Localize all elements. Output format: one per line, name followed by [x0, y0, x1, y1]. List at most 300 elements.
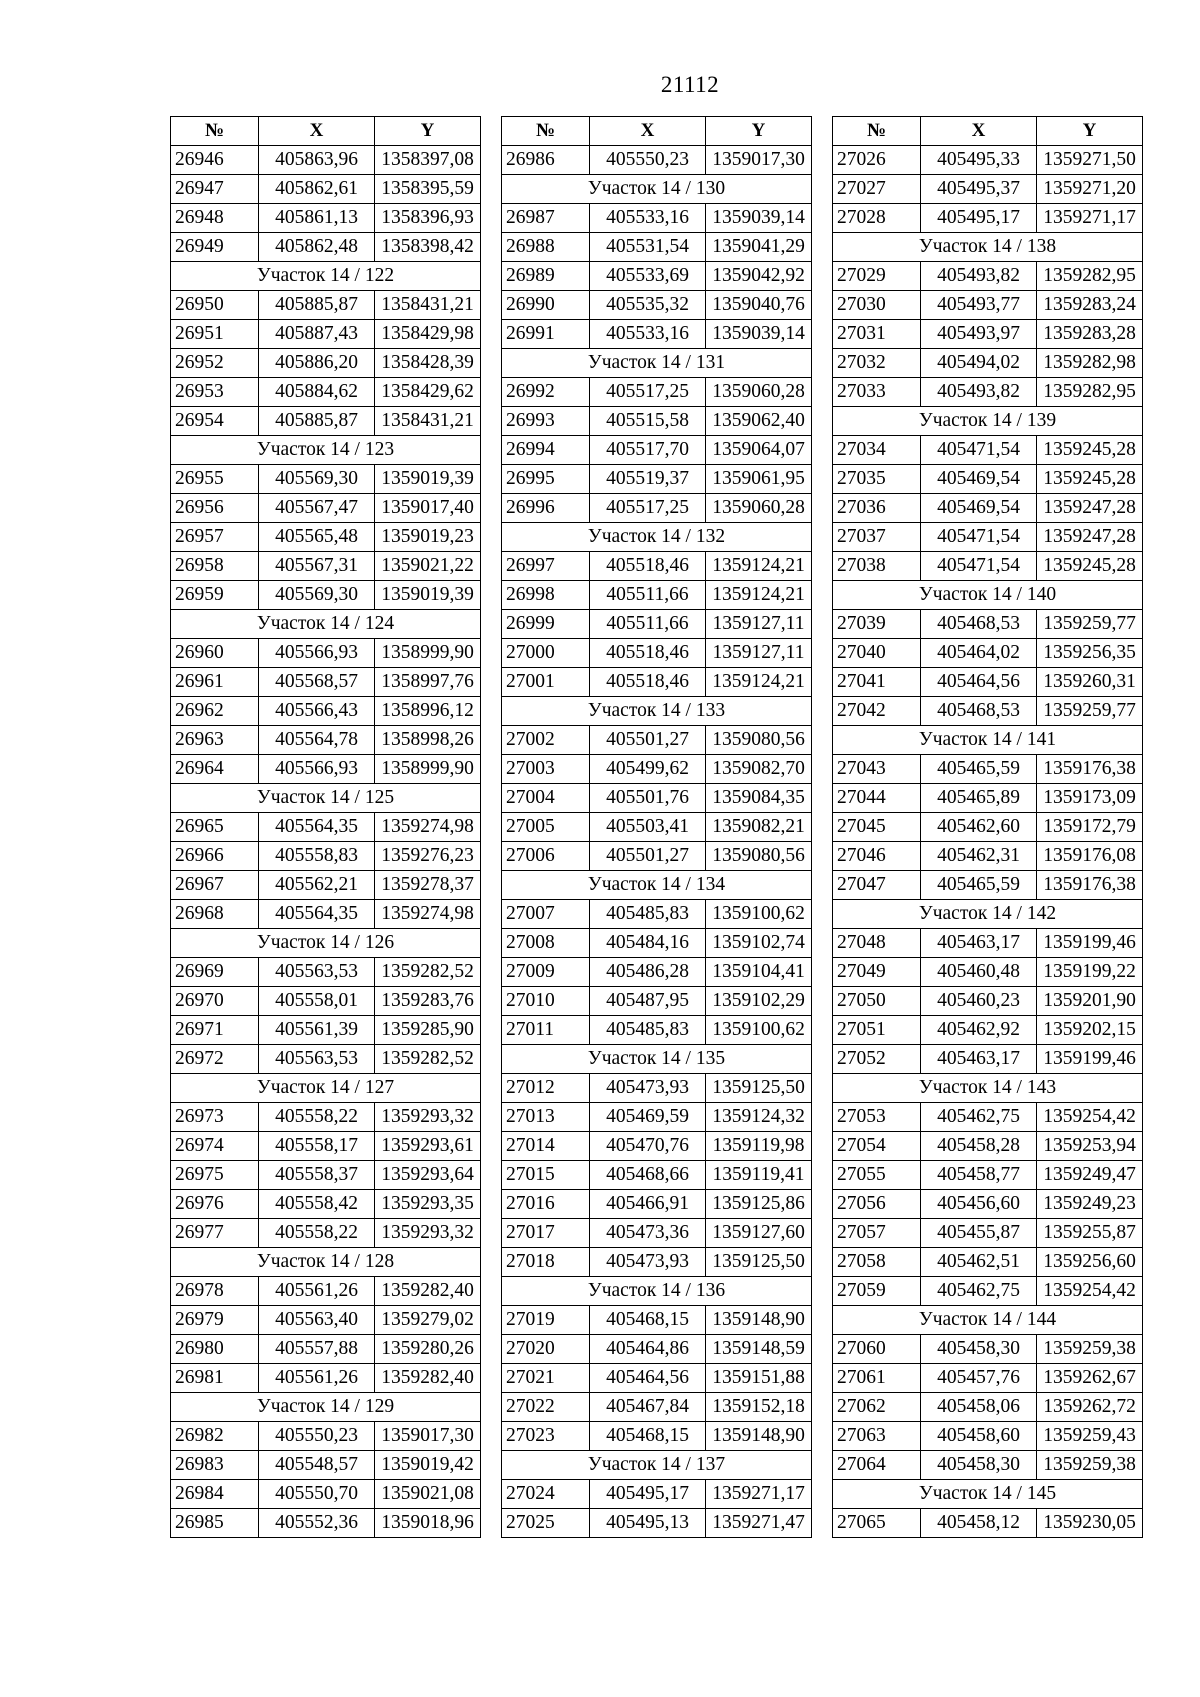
- point-number: 27029: [833, 262, 921, 291]
- point-row: [502, 407, 812, 436]
- y-value: 1359259,77: [1037, 697, 1143, 726]
- section-title: Участок 14 / 142: [833, 900, 1143, 929]
- point-number: 27030: [833, 291, 921, 320]
- y-value: 1359124,21: [706, 552, 812, 581]
- y-value: 1359021,08: [375, 1480, 481, 1509]
- point-number: 26994: [502, 436, 590, 465]
- y-value: 1359127,11: [706, 610, 812, 639]
- section-row: [502, 523, 812, 552]
- point-number: 27008: [502, 929, 590, 958]
- point-number: 27049: [833, 958, 921, 987]
- y-value: 1359119,98: [706, 1132, 812, 1161]
- point-row: [171, 378, 481, 407]
- point-row: [171, 1277, 481, 1306]
- header-number: №: [502, 117, 590, 146]
- y-value: 1359293,32: [375, 1103, 481, 1132]
- x-value: 405466,91: [590, 1190, 706, 1219]
- y-value: 1358398,42: [375, 233, 481, 262]
- section-row: [833, 1480, 1143, 1509]
- point-number: 26983: [171, 1451, 259, 1480]
- x-value: 405462,75: [921, 1277, 1037, 1306]
- y-value: 1359176,08: [1037, 842, 1143, 871]
- point-number: 27004: [502, 784, 590, 813]
- y-value: 1359249,47: [1037, 1161, 1143, 1190]
- header-x: X: [590, 117, 706, 146]
- header-y: Y: [1037, 117, 1143, 146]
- header-x: X: [259, 117, 375, 146]
- y-value: 1359282,95: [1037, 262, 1143, 291]
- x-value: 405471,54: [921, 552, 1037, 581]
- point-row: [502, 146, 812, 175]
- y-value: 1359282,40: [375, 1364, 481, 1393]
- point-number: 27053: [833, 1103, 921, 1132]
- point-row: [833, 378, 1143, 407]
- x-value: 405484,16: [590, 929, 706, 958]
- point-number: 26981: [171, 1364, 259, 1393]
- y-value: 1359262,67: [1037, 1364, 1143, 1393]
- point-number: 27019: [502, 1306, 590, 1335]
- y-value: 1358428,39: [375, 349, 481, 378]
- section-title: Участок 14 / 145: [833, 1480, 1143, 1509]
- y-value: 1359201,90: [1037, 987, 1143, 1016]
- y-value: 1359274,98: [375, 813, 481, 842]
- point-row: [171, 1219, 481, 1248]
- section-row: [171, 784, 481, 813]
- section-row: [171, 1393, 481, 1422]
- point-row: [502, 1480, 812, 1509]
- y-value: 1359119,41: [706, 1161, 812, 1190]
- header-y: Y: [706, 117, 812, 146]
- point-number: 27043: [833, 755, 921, 784]
- section-row: [171, 610, 481, 639]
- point-row: [833, 1335, 1143, 1364]
- point-number: 27006: [502, 842, 590, 871]
- point-row: [833, 523, 1143, 552]
- y-value: 1359282,52: [375, 958, 481, 987]
- x-value: 405485,83: [590, 900, 706, 929]
- point-row: [833, 929, 1143, 958]
- point-row: [502, 1074, 812, 1103]
- header-row: [502, 117, 812, 146]
- section-title: Участок 14 / 126: [171, 929, 481, 958]
- y-value: 1359019,39: [375, 465, 481, 494]
- x-value: 405458,12: [921, 1509, 1037, 1538]
- point-row: [833, 1277, 1143, 1306]
- coordinate-table-1: [170, 116, 481, 1538]
- point-row: [502, 465, 812, 494]
- point-number: 27033: [833, 378, 921, 407]
- point-row: [833, 146, 1143, 175]
- point-number: 27054: [833, 1132, 921, 1161]
- point-row: [833, 204, 1143, 233]
- point-row: [171, 407, 481, 436]
- x-value: 405464,56: [921, 668, 1037, 697]
- point-number: 26955: [171, 465, 259, 494]
- coordinate-table-2: [501, 116, 812, 1538]
- x-value: 405569,30: [259, 581, 375, 610]
- section-title: Участок 14 / 131: [502, 349, 812, 378]
- x-value: 405563,53: [259, 1045, 375, 1074]
- y-value: 1358395,59: [375, 175, 481, 204]
- y-value: 1359039,14: [706, 320, 812, 349]
- point-row: [502, 320, 812, 349]
- point-row: [171, 726, 481, 755]
- x-value: 405566,93: [259, 639, 375, 668]
- section-row: [171, 262, 481, 291]
- point-row: [502, 1364, 812, 1393]
- x-value: 405558,22: [259, 1103, 375, 1132]
- point-row: [502, 552, 812, 581]
- header-row: [171, 117, 481, 146]
- point-number: 27015: [502, 1161, 590, 1190]
- point-row: [833, 1161, 1143, 1190]
- y-value: 1359199,46: [1037, 929, 1143, 958]
- x-value: 405468,15: [590, 1422, 706, 1451]
- y-value: 1358999,90: [375, 639, 481, 668]
- x-value: 405467,84: [590, 1393, 706, 1422]
- y-value: 1359230,05: [1037, 1509, 1143, 1538]
- point-number: 26999: [502, 610, 590, 639]
- x-value: 405493,82: [921, 378, 1037, 407]
- point-number: 27025: [502, 1509, 590, 1538]
- y-value: 1359283,24: [1037, 291, 1143, 320]
- point-row: [171, 1364, 481, 1393]
- point-row: [833, 349, 1143, 378]
- point-row: [171, 813, 481, 842]
- point-number: 26946: [171, 146, 259, 175]
- x-value: 405462,31: [921, 842, 1037, 871]
- point-number: 27046: [833, 842, 921, 871]
- point-number: 27007: [502, 900, 590, 929]
- x-value: 405464,02: [921, 639, 1037, 668]
- point-row: [833, 1248, 1143, 1277]
- point-row: [502, 958, 812, 987]
- point-number: 27050: [833, 987, 921, 1016]
- section-title: Участок 14 / 125: [171, 784, 481, 813]
- y-value: 1359259,38: [1037, 1335, 1143, 1364]
- section-title: Участок 14 / 143: [833, 1074, 1143, 1103]
- x-value: 405463,17: [921, 1045, 1037, 1074]
- point-number: 26992: [502, 378, 590, 407]
- x-value: 405567,47: [259, 494, 375, 523]
- point-number: 27020: [502, 1335, 590, 1364]
- point-number: 26975: [171, 1161, 259, 1190]
- x-value: 405494,02: [921, 349, 1037, 378]
- x-value: 405495,13: [590, 1509, 706, 1538]
- x-value: 405468,53: [921, 610, 1037, 639]
- y-value: 1359039,14: [706, 204, 812, 233]
- point-number: 27003: [502, 755, 590, 784]
- point-row: [833, 1364, 1143, 1393]
- point-row: [171, 668, 481, 697]
- y-value: 1359100,62: [706, 1016, 812, 1045]
- y-value: 1359041,29: [706, 233, 812, 262]
- point-number: 27055: [833, 1161, 921, 1190]
- y-value: 1359245,28: [1037, 465, 1143, 494]
- point-number: 27013: [502, 1103, 590, 1132]
- section-title: Участок 14 / 130: [502, 175, 812, 204]
- point-number: 27032: [833, 349, 921, 378]
- section-title: Участок 14 / 123: [171, 436, 481, 465]
- point-number: 27048: [833, 929, 921, 958]
- point-row: [502, 1248, 812, 1277]
- point-row: [502, 233, 812, 262]
- y-value: 1359280,26: [375, 1335, 481, 1364]
- y-value: 1359124,32: [706, 1103, 812, 1132]
- point-row: [502, 726, 812, 755]
- section-title: Участок 14 / 139: [833, 407, 1143, 436]
- section-title: Участок 14 / 140: [833, 581, 1143, 610]
- x-value: 405465,59: [921, 755, 1037, 784]
- y-value: 1359127,11: [706, 639, 812, 668]
- y-value: 1359271,17: [706, 1480, 812, 1509]
- x-value: 405550,23: [259, 1422, 375, 1451]
- point-number: 27062: [833, 1393, 921, 1422]
- point-row: [833, 262, 1143, 291]
- y-value: 1359256,60: [1037, 1248, 1143, 1277]
- header-x: X: [921, 117, 1037, 146]
- y-value: 1359040,76: [706, 291, 812, 320]
- point-row: [833, 1132, 1143, 1161]
- x-value: 405561,26: [259, 1364, 375, 1393]
- y-value: 1359124,21: [706, 581, 812, 610]
- x-value: 405887,43: [259, 320, 375, 349]
- point-number: 27045: [833, 813, 921, 842]
- point-number: 26987: [502, 204, 590, 233]
- x-value: 405465,89: [921, 784, 1037, 813]
- point-row: [502, 610, 812, 639]
- y-value: 1359259,43: [1037, 1422, 1143, 1451]
- point-number: 27034: [833, 436, 921, 465]
- point-row: [833, 320, 1143, 349]
- point-number: 27021: [502, 1364, 590, 1393]
- x-value: 405861,13: [259, 204, 375, 233]
- x-value: 405518,46: [590, 552, 706, 581]
- point-row: [171, 1509, 481, 1538]
- point-row: [833, 639, 1143, 668]
- point-number: 26960: [171, 639, 259, 668]
- x-value: 405473,93: [590, 1248, 706, 1277]
- point-row: [171, 204, 481, 233]
- x-value: 405533,16: [590, 204, 706, 233]
- point-row: [833, 958, 1143, 987]
- x-value: 405462,60: [921, 813, 1037, 842]
- point-number: 27038: [833, 552, 921, 581]
- x-value: 405531,54: [590, 233, 706, 262]
- y-value: 1359148,90: [706, 1422, 812, 1451]
- y-value: 1359084,35: [706, 784, 812, 813]
- x-value: 405458,30: [921, 1451, 1037, 1480]
- y-value: 1359017,30: [375, 1422, 481, 1451]
- x-value: 405495,17: [590, 1480, 706, 1509]
- point-row: [833, 1045, 1143, 1074]
- section-title: Участок 14 / 128: [171, 1248, 481, 1277]
- point-row: [833, 291, 1143, 320]
- point-number: 26973: [171, 1103, 259, 1132]
- y-value: 1359271,50: [1037, 146, 1143, 175]
- point-row: [502, 494, 812, 523]
- y-value: 1359100,62: [706, 900, 812, 929]
- x-value: 405886,20: [259, 349, 375, 378]
- y-value: 1359259,38: [1037, 1451, 1143, 1480]
- point-number: 27064: [833, 1451, 921, 1480]
- section-title: Участок 14 / 138: [833, 233, 1143, 262]
- y-value: 1359282,40: [375, 1277, 481, 1306]
- y-value: 1359017,30: [706, 146, 812, 175]
- x-value: 405473,93: [590, 1074, 706, 1103]
- x-value: 405462,51: [921, 1248, 1037, 1277]
- x-value: 405563,40: [259, 1306, 375, 1335]
- y-value: 1359247,28: [1037, 494, 1143, 523]
- y-value: 1358999,90: [375, 755, 481, 784]
- point-number: 27028: [833, 204, 921, 233]
- point-number: 27056: [833, 1190, 921, 1219]
- point-number: 26970: [171, 987, 259, 1016]
- point-number: 26976: [171, 1190, 259, 1219]
- point-row: [171, 291, 481, 320]
- section-row: [171, 1248, 481, 1277]
- x-value: 405464,56: [590, 1364, 706, 1393]
- page-number: 21112: [660, 72, 720, 97]
- x-value: 405458,77: [921, 1161, 1037, 1190]
- x-value: 405468,66: [590, 1161, 706, 1190]
- x-value: 405862,48: [259, 233, 375, 262]
- y-value: 1359124,21: [706, 668, 812, 697]
- point-row: [171, 523, 481, 552]
- y-value: 1359019,23: [375, 523, 481, 552]
- point-row: [171, 175, 481, 204]
- y-value: 1359271,20: [1037, 175, 1143, 204]
- x-value: 405463,17: [921, 929, 1037, 958]
- x-value: 405885,87: [259, 407, 375, 436]
- x-value: 405535,32: [590, 291, 706, 320]
- y-value: 1359293,32: [375, 1219, 481, 1248]
- header-number: №: [833, 117, 921, 146]
- point-row: [171, 1161, 481, 1190]
- point-row: [171, 900, 481, 929]
- x-value: 405569,30: [259, 465, 375, 494]
- point-row: [833, 1103, 1143, 1132]
- point-row: [171, 1480, 481, 1509]
- y-value: 1359021,22: [375, 552, 481, 581]
- x-value: 405457,76: [921, 1364, 1037, 1393]
- point-row: [171, 465, 481, 494]
- point-number: 26974: [171, 1132, 259, 1161]
- point-row: [171, 1422, 481, 1451]
- x-value: 405455,87: [921, 1219, 1037, 1248]
- x-value: 405485,83: [590, 1016, 706, 1045]
- y-value: 1359080,56: [706, 726, 812, 755]
- point-row: [171, 639, 481, 668]
- x-value: 405565,48: [259, 523, 375, 552]
- point-number: 27058: [833, 1248, 921, 1277]
- section-title: Участок 14 / 136: [502, 1277, 812, 1306]
- point-number: 26988: [502, 233, 590, 262]
- x-value: 405469,54: [921, 494, 1037, 523]
- x-value: 405885,87: [259, 291, 375, 320]
- x-value: 405456,60: [921, 1190, 1037, 1219]
- section-row: [502, 175, 812, 204]
- y-value: 1359259,77: [1037, 610, 1143, 639]
- point-row: [502, 262, 812, 291]
- x-value: 405552,36: [259, 1509, 375, 1538]
- point-number: 26977: [171, 1219, 259, 1248]
- y-value: 1359271,17: [1037, 204, 1143, 233]
- point-number: 27051: [833, 1016, 921, 1045]
- point-row: [833, 842, 1143, 871]
- section-title: Участок 14 / 122: [171, 262, 481, 291]
- y-value: 1359064,07: [706, 436, 812, 465]
- point-row: [502, 1509, 812, 1538]
- point-number: 27065: [833, 1509, 921, 1538]
- section-row: [833, 1306, 1143, 1335]
- y-value: 1359060,28: [706, 378, 812, 407]
- x-value: 405495,17: [921, 204, 1037, 233]
- point-number: 26991: [502, 320, 590, 349]
- point-number: 27039: [833, 610, 921, 639]
- point-number: 26985: [171, 1509, 259, 1538]
- point-row: [171, 697, 481, 726]
- y-value: 1359255,87: [1037, 1219, 1143, 1248]
- section-row: [833, 726, 1143, 755]
- y-value: 1359260,31: [1037, 668, 1143, 697]
- point-row: [833, 755, 1143, 784]
- section-row: [171, 1074, 481, 1103]
- point-number: 27026: [833, 146, 921, 175]
- point-number: 27000: [502, 639, 590, 668]
- point-row: [502, 581, 812, 610]
- point-row: [833, 1422, 1143, 1451]
- y-value: 1359172,79: [1037, 813, 1143, 842]
- x-value: 405557,88: [259, 1335, 375, 1364]
- point-row: [833, 1509, 1143, 1538]
- y-value: 1359293,61: [375, 1132, 481, 1161]
- point-number: 27001: [502, 668, 590, 697]
- point-number: 27052: [833, 1045, 921, 1074]
- y-value: 1359125,50: [706, 1074, 812, 1103]
- x-value: 405501,27: [590, 842, 706, 871]
- point-number: 26957: [171, 523, 259, 552]
- header-y: Y: [375, 117, 481, 146]
- section-row: [171, 929, 481, 958]
- y-value: 1359282,98: [1037, 349, 1143, 378]
- point-row: [833, 1393, 1143, 1422]
- y-value: 1359061,95: [706, 465, 812, 494]
- point-number: 26953: [171, 378, 259, 407]
- x-value: 405558,22: [259, 1219, 375, 1248]
- point-row: [171, 1306, 481, 1335]
- point-row: [502, 1016, 812, 1045]
- y-value: 1358429,98: [375, 320, 481, 349]
- point-number: 26961: [171, 668, 259, 697]
- point-row: [833, 697, 1143, 726]
- y-value: 1359017,40: [375, 494, 481, 523]
- point-number: 27017: [502, 1219, 590, 1248]
- x-value: 405862,61: [259, 175, 375, 204]
- section-title: Участок 14 / 134: [502, 871, 812, 900]
- point-row: [502, 1422, 812, 1451]
- point-row: [833, 494, 1143, 523]
- y-value: 1359152,18: [706, 1393, 812, 1422]
- y-value: 1359062,40: [706, 407, 812, 436]
- y-value: 1359125,50: [706, 1248, 812, 1277]
- point-number: 27011: [502, 1016, 590, 1045]
- point-number: 27022: [502, 1393, 590, 1422]
- point-row: [502, 1219, 812, 1248]
- x-value: 405563,53: [259, 958, 375, 987]
- point-row: [833, 784, 1143, 813]
- x-value: 405518,46: [590, 668, 706, 697]
